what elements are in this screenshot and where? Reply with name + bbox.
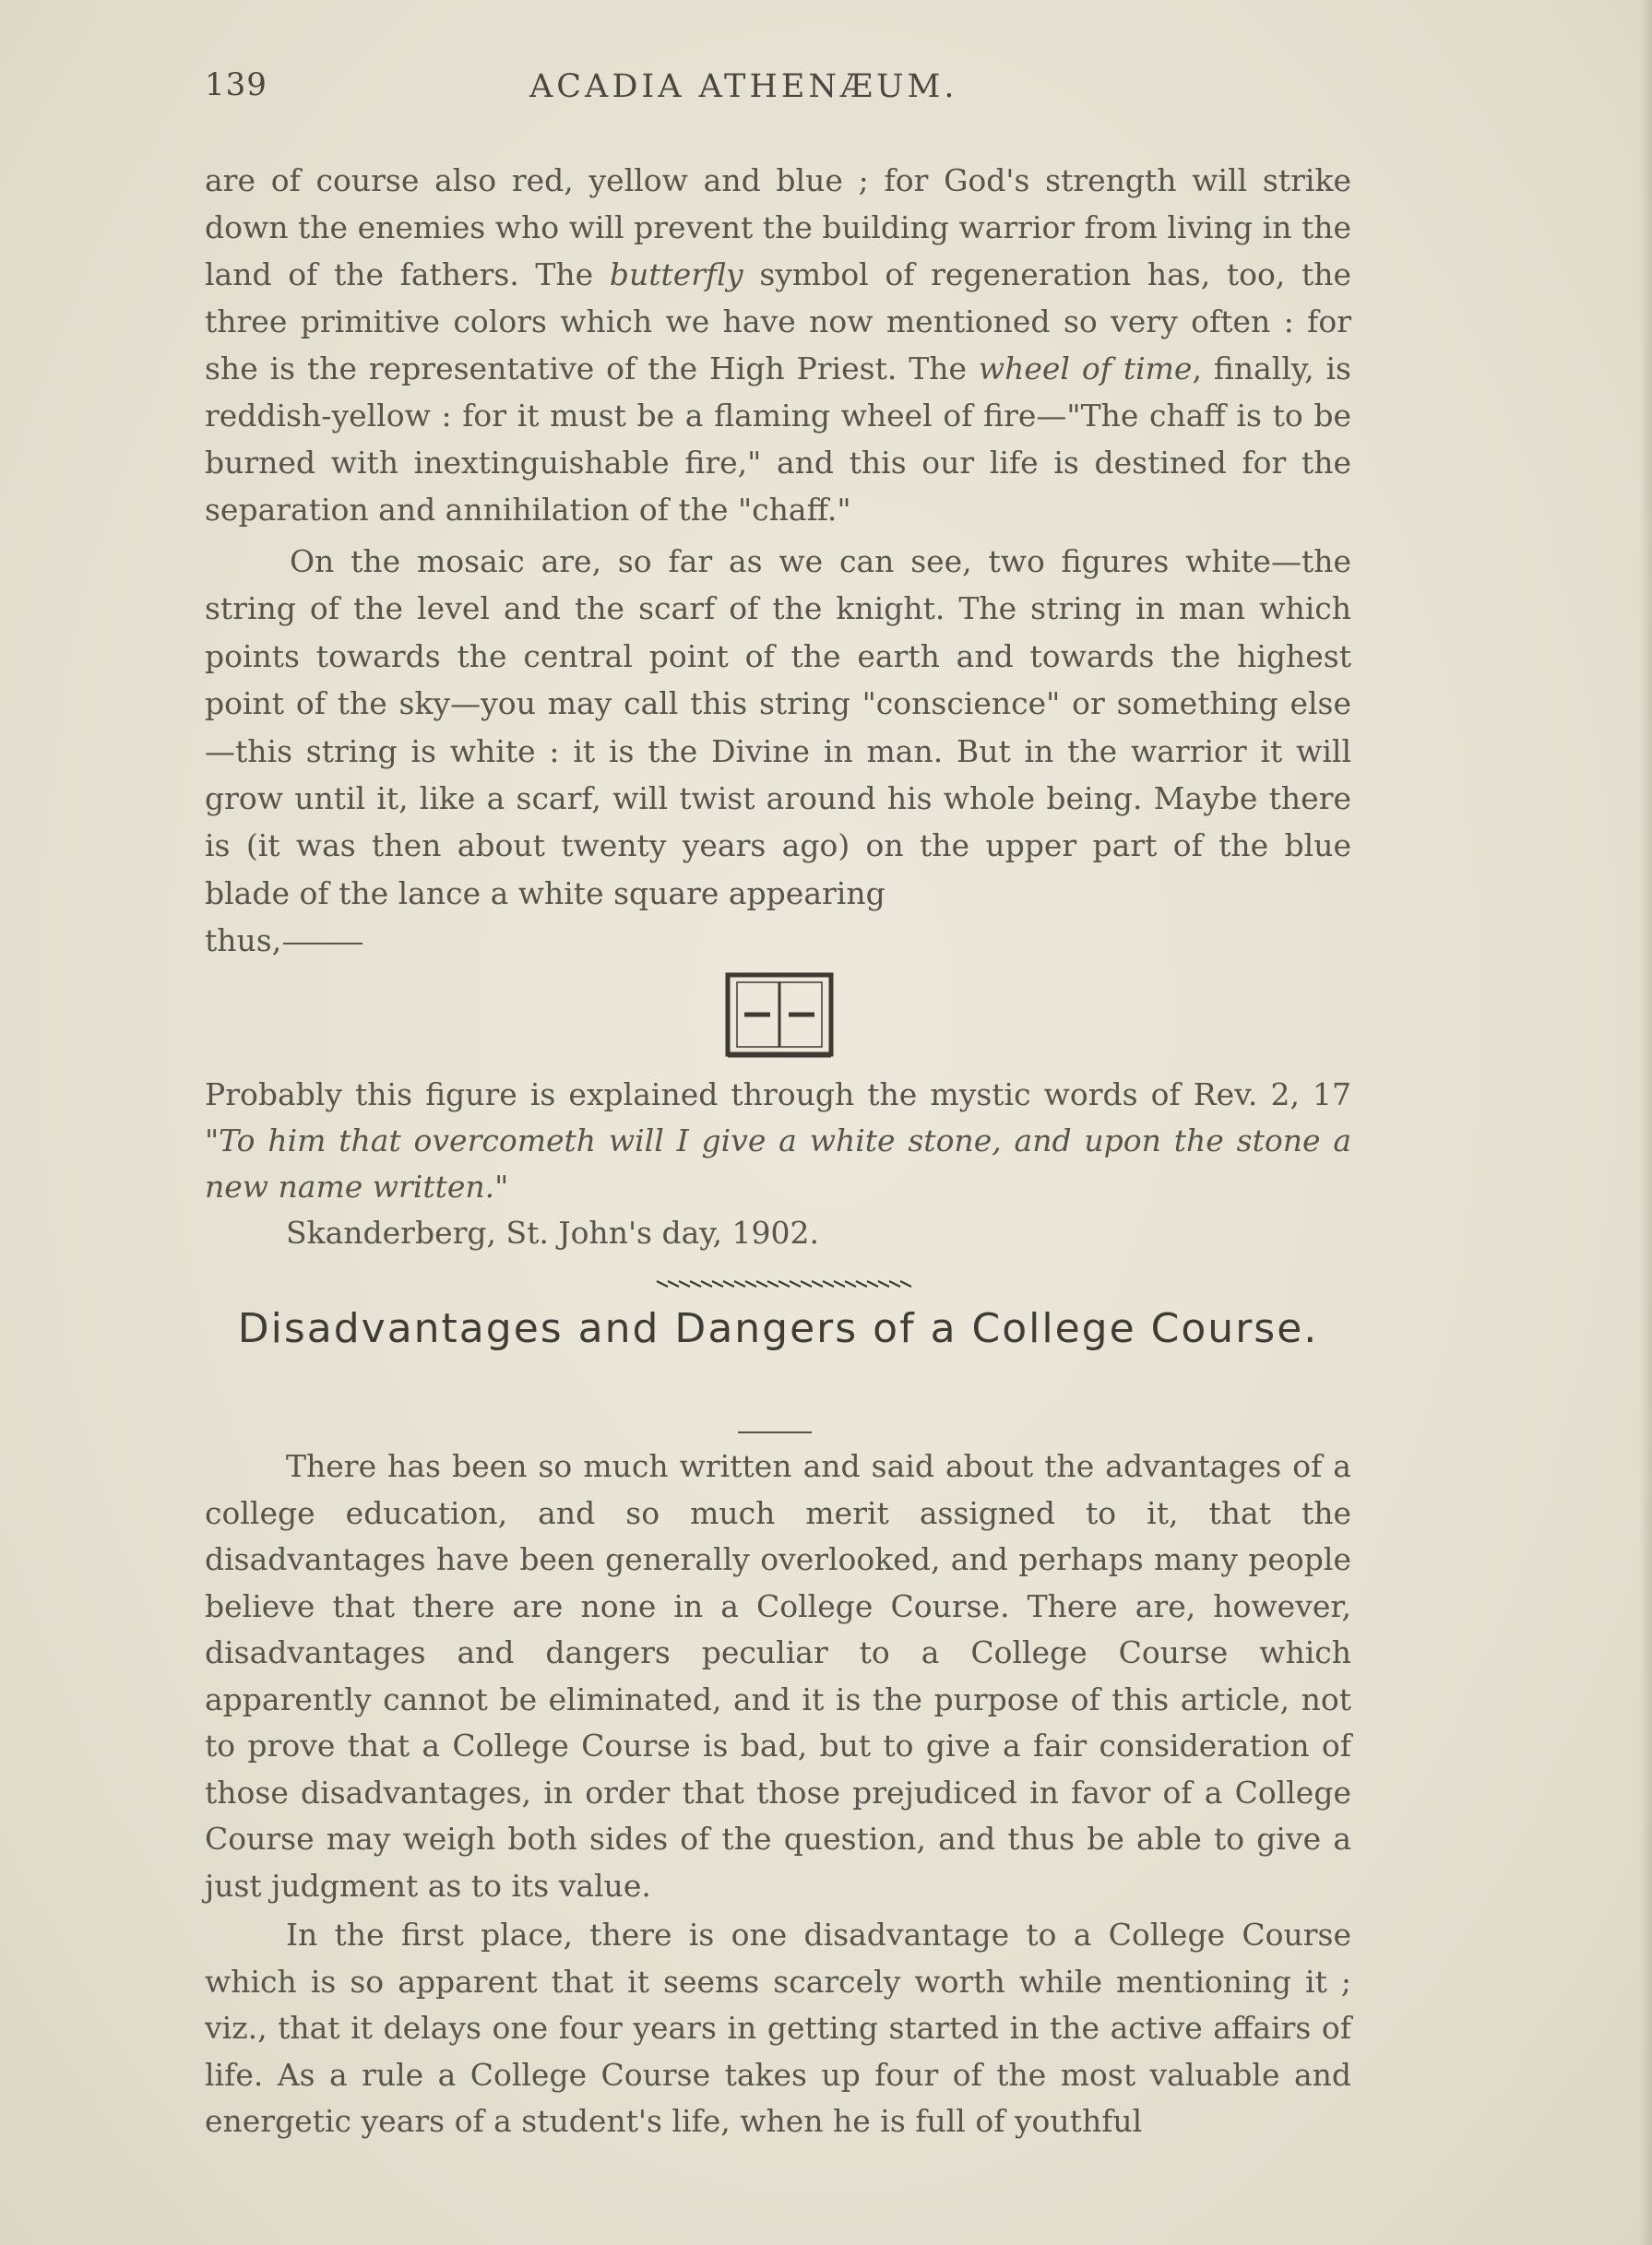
article-title: Disadvantages and Dangers of a College Course. <box>237 1305 1319 1352</box>
title-rule <box>738 1431 812 1433</box>
dash-rule <box>283 943 362 944</box>
page-number: 139 <box>205 66 267 103</box>
scripture-quote: "To him that overcometh will I give a white stone, and upon the stone a new name written." <box>205 1122 1351 1205</box>
paragraph-text: , finally, is reddish-yellow : for it must be a flaming wheel of fire—"The chaff is to be burned with inextinguishable fire," and this our life is destined for the separation and annihilation of the "chaff." <box>205 350 1351 528</box>
paragraph-symbols <box>205 157 1351 533</box>
paragraph-mosaic: On the mosaic are, so far as we can see, two figures white—the string of the level and the scarf of the knight. The string in man which points towards the central point of the earth and towards the highest point of the sky—you may call this string "conscience" or something else—this string is white : it is the Divine in man. But in the warrior it will grow until it, like a scarf, will twist around his whole being. Maybe there is (it was then about twenty years ago) on the upper part of the blue blade of the lance a white square appearing <box>205 543 1351 911</box>
paragraph-first-place: In the first place, there is one disadvantage to a College Course which is so apparent that it seems scarcely worth while mentioning it ; viz., that it delays one four years in getting started in the active affairs of life. As a rule a College Course takes up four of the most valuable and energetic years of a student's life, when he is full of youthful <box>205 1917 1351 2139</box>
paragraph-intro: There has been so much written and said about the advantages of a college education, and so much merit assigned to it, that the disadvantages have been generally overlooked, and perhaps many people believe that there are none in a College Course. There are, however, disadvantages and dangers peculiar to a College Course which apparently cannot be eliminated, and it is the purpose of this article, not to prove that a College Course is bad, but to give a fair consideration of those disadvantages, in order that those prejudiced in favor of a College Course may weigh both sides of the question, and thus be able to give a just judgment as to its value. <box>205 1448 1351 1904</box>
thus-line <box>205 922 362 958</box>
signature-line: Skanderberg, St. John's day, 1902. <box>286 1215 819 1251</box>
running-title: ACADIA ATHENÆUM. <box>529 68 958 105</box>
white-square-figure <box>724 971 835 1062</box>
italic-term-wheel-of-time: wheel of time <box>978 350 1193 386</box>
paragraph-revelation <box>205 1072 1351 1210</box>
paragraph-text: are of course also red, yellow and blue ; for God's strength will strike down the enemies who will prevent the building warrior from living in the land of the fathers. The <box>205 162 1351 292</box>
running-header <box>205 63 1349 118</box>
italic-term-butterfly: butterfly <box>609 256 743 292</box>
section-ornament <box>655 1277 913 1290</box>
paragraph-text: Probably this figure is explained through the mystic words of Rev. 2, 17 <box>205 1076 1351 1112</box>
paragraph-text: symbol of regeneration has, too, the three primitive colors which we have now mentioned so very often : for she is the representative of the High Priest. The <box>205 256 1351 386</box>
thus-text: thus, <box>205 922 282 958</box>
page-edge-shadow <box>1639 0 1652 2245</box>
